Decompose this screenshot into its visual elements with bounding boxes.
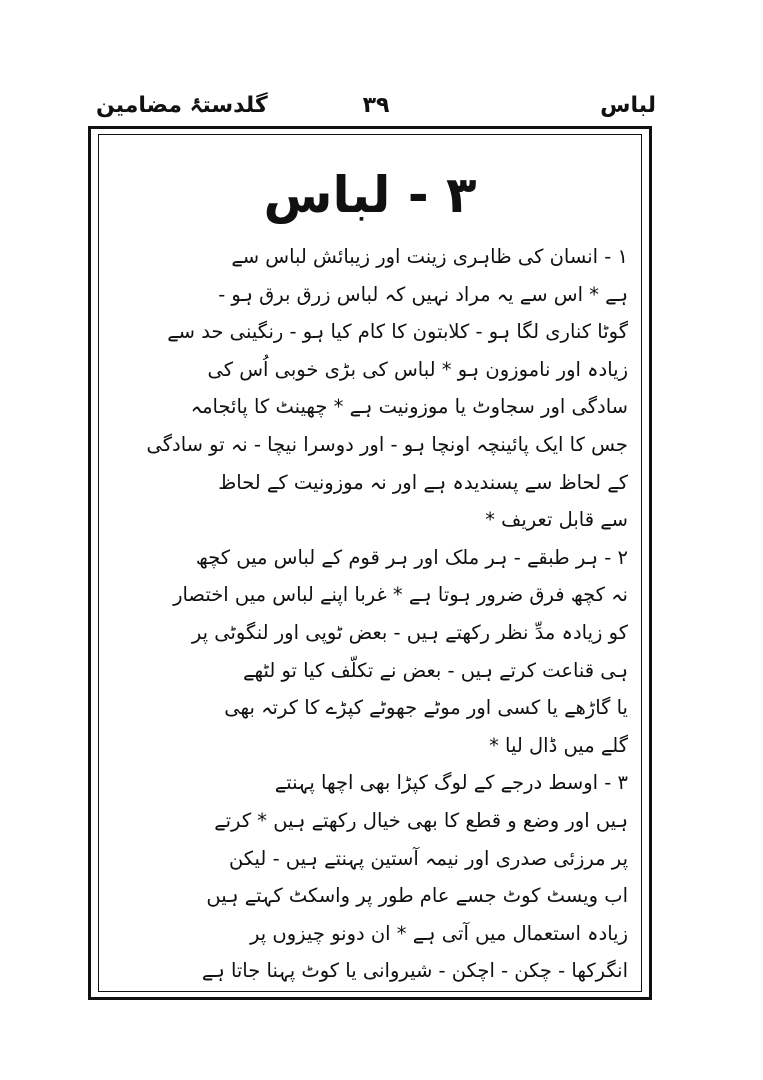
text-line: ۳ - اوسط درجے کے لوگ کپڑا بھی اچھا پہنتے: [274, 771, 628, 795]
text-line: یا گاڑھے یا کسی اور موٹے جھوٹے کپڑے کا کرتہ بھی: [224, 696, 628, 720]
text-line: گلے میں ڈال لیا *: [489, 733, 628, 757]
paragraph: [112, 539, 628, 765]
text-line: زیادہ اور ناموزون ہو * لباس کی بڑی خوبی اُس کی: [207, 357, 628, 381]
text-line: سے قابل تعریف *: [485, 508, 628, 532]
text-line: جس کا ایک پائینچہ اونچا ہو - اور دوسرا نیچا - نہ تو سادگی: [146, 432, 628, 456]
text-line: کے لحاظ سے پسندیدہ ہے اور نہ موزونیت کے لحاظ: [218, 470, 628, 494]
paragraph: [112, 764, 628, 990]
text-line: سادگی اور سجاوٹ یا موزونیت ہے * چھینٹ کا پائجامہ: [190, 395, 628, 419]
header-book-title: گلدستۂ مضامین: [96, 93, 268, 118]
page-number: ۳۹: [362, 93, 390, 118]
header-chapter-name: لباس: [600, 93, 656, 118]
text-line: ہے * اس سے یہ مراد نہیں کہ لباس زرق برق ہو -: [218, 282, 628, 306]
chapter-title: ۳ - لباس: [263, 166, 477, 224]
paragraphs: [112, 238, 628, 990]
paragraph: [112, 238, 628, 539]
text-line: زیادہ استعمال میں آتی ہے * ان دونو چیزوں پر: [250, 921, 628, 945]
text-line: انگرکھا - چکن - اچکن - شیروانی یا کوٹ پہنا جاتا ہے: [201, 959, 628, 983]
text-line: پر مرزئی صدری اور نیمہ آستین پہنتے ہیں - لیکن: [228, 846, 628, 870]
text-line: کو زیادہ مدِّ نظر رکھتے ہیں - بعض ٹوپی اور لنگوٹی پر: [191, 620, 628, 644]
text-line: ۱ - انسان کی ظاہری زینت اور زیبائش لباس سے: [231, 245, 628, 268]
text-line: نہ کچھ فرق ضرور ہوتا ہے * غربا اپنے لباس میں اختصار: [173, 583, 628, 607]
text-line: گوٹا کناری لگا ہو - کلابتون کا کام کیا ہو - رنگینی حد سے: [167, 320, 628, 344]
text-line: ہیں اور وضع و قطع کا بھی خیال رکھتے ہیں * کرتے: [214, 808, 628, 832]
text-line: اب ویسٹ کوٹ جسے عام طور پر واسکٹ کہتے ہیں: [206, 884, 628, 908]
text-line: ۲ - ہر طبقے - ہر ملک اور ہر قوم کے لباس میں کچھ: [195, 545, 628, 569]
page-content: [112, 160, 628, 990]
text-line: ہی قناعت کرتے ہیں - بعض نے تکلّف کیا تو لٹھے: [243, 658, 628, 682]
running-header: [96, 88, 656, 124]
